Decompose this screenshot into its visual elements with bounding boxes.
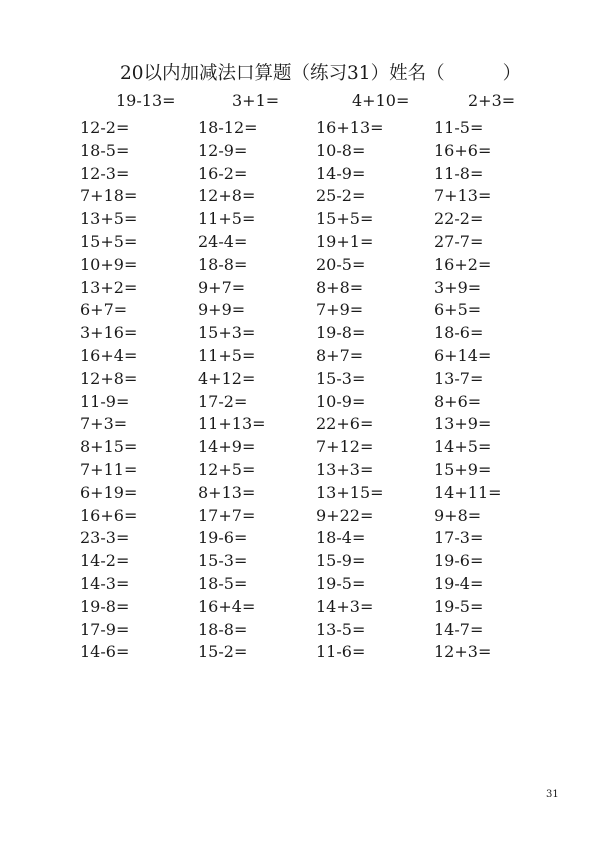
problem-item: 15+3= <box>198 323 256 343</box>
problem-item: 12-2= <box>80 118 130 137</box>
problem-item: 12+8= <box>80 368 138 388</box>
problem-item: 8+7= <box>316 346 364 365</box>
problem-item: 13+5= <box>80 209 138 229</box>
problem-item: 15-2= <box>198 642 248 662</box>
problem-item: 19+1= <box>316 232 374 251</box>
problem-item: 18-6= <box>434 323 484 343</box>
problem-item: 18-5= <box>198 574 248 593</box>
problem-item: 12+8= <box>198 186 256 206</box>
problem-item: 16+6= <box>80 505 138 525</box>
problem-item: 6+7= <box>80 300 128 320</box>
problem-item: 18-12= <box>198 118 258 137</box>
problem-item: 9+22= <box>316 505 374 525</box>
problem-item: 15+5= <box>80 232 138 251</box>
problem-item: 22-2= <box>434 209 484 229</box>
problem-item: 4+12= <box>198 368 256 388</box>
problem-item: 16+4= <box>80 346 138 365</box>
problem-item: 22+6= <box>316 414 374 434</box>
problem-item: 7+11= <box>80 460 138 479</box>
header-problem: 3+1= <box>232 91 280 110</box>
problem-item: 17+7= <box>198 505 256 525</box>
problem-item: 18-8= <box>198 619 248 639</box>
problem-item: 14-2= <box>80 551 130 571</box>
problem-item: 10-8= <box>316 140 366 160</box>
problem-item: 11+13= <box>198 414 266 434</box>
problem-item: 15+9= <box>434 460 492 479</box>
problem-item: 19-8= <box>80 596 130 616</box>
problem-item: 19-6= <box>198 528 248 548</box>
problem-item: 8+8= <box>316 277 364 297</box>
problem-item: 11-5= <box>434 118 484 137</box>
problem-item: 16+13= <box>316 118 384 137</box>
problem-item: 8+6= <box>434 391 482 411</box>
problem-item: 11+5= <box>198 346 256 365</box>
problem-item: 7+9= <box>316 300 364 320</box>
problem-item: 15-3= <box>316 368 366 388</box>
problem-item: 13-7= <box>434 368 484 388</box>
problem-item: 7+12= <box>316 437 374 457</box>
problem-item: 17-3= <box>434 528 484 548</box>
problem-item: 6+14= <box>434 346 492 365</box>
problem-item: 9+7= <box>198 277 246 297</box>
problem-item: 23-3= <box>80 528 130 548</box>
problem-item: 18-4= <box>316 528 366 548</box>
problem-item: 13+9= <box>434 414 492 434</box>
problem-item: 7+18= <box>80 186 138 206</box>
problem-item: 6+5= <box>434 300 482 320</box>
problem-item: 12-9= <box>198 140 248 160</box>
header-problem: 2+3= <box>468 91 516 110</box>
page-number: 31 <box>546 789 559 800</box>
problem-item: 13-5= <box>316 619 366 639</box>
problem-item: 14+3= <box>316 596 374 616</box>
problem-item: 13+3= <box>316 460 374 479</box>
problem-item: 19-5= <box>434 596 484 616</box>
problem-item: 3+16= <box>80 323 138 343</box>
problem-item: 7+13= <box>434 186 492 206</box>
problem-item: 14+9= <box>198 437 256 457</box>
problem-item: 15-3= <box>198 551 248 571</box>
problem-item: 24-4= <box>198 232 248 251</box>
problem-item: 11+5= <box>198 209 256 229</box>
problem-item: 15+5= <box>316 209 374 229</box>
problem-item: 12-3= <box>80 163 130 183</box>
problem-item: 19-5= <box>316 574 366 593</box>
problem-item: 14-7= <box>434 619 484 639</box>
problem-item: 16+2= <box>434 254 492 274</box>
problem-item: 16+4= <box>198 596 256 616</box>
header-problem: 4+10= <box>352 91 410 110</box>
problem-item: 19-8= <box>316 323 366 343</box>
problem-item: 11-9= <box>80 391 130 411</box>
title-close-paren: ） <box>502 63 522 84</box>
problem-item: 7+3= <box>80 414 128 434</box>
problem-item: 10-9= <box>316 391 366 411</box>
problem-item: 18-8= <box>198 254 248 274</box>
problem-item: 16+6= <box>434 140 492 160</box>
problem-item: 12+3= <box>434 642 492 662</box>
problem-item: 14-6= <box>80 642 130 662</box>
problem-item: 25-2= <box>316 186 366 206</box>
problem-item: 17-2= <box>198 391 248 411</box>
problem-item: 6+19= <box>80 482 138 502</box>
problem-item: 14-9= <box>316 163 366 183</box>
problem-item: 11-6= <box>316 642 366 662</box>
problem-item: 9+9= <box>198 300 246 320</box>
problem-item: 14-3= <box>80 574 130 593</box>
problem-item: 11-8= <box>434 163 484 183</box>
problem-item: 8+13= <box>198 482 256 502</box>
problem-item: 13+2= <box>80 277 138 297</box>
title-text: 20以内加减法口算题（练习31）姓名（ <box>120 63 445 84</box>
problem-item: 3+9= <box>434 277 482 297</box>
problem-item: 13+15= <box>316 482 384 502</box>
problem-item: 9+8= <box>434 505 482 525</box>
problem-item: 10+9= <box>80 254 138 274</box>
problem-item: 8+15= <box>80 437 138 457</box>
header-problem: 19-13= <box>116 91 176 110</box>
problem-item: 19-6= <box>434 551 484 571</box>
problem-item: 15-9= <box>316 551 366 571</box>
problem-item: 17-9= <box>80 619 130 639</box>
problem-item: 12+5= <box>198 460 256 479</box>
problem-item: 16-2= <box>198 163 248 183</box>
problem-item: 18-5= <box>80 140 130 160</box>
problem-item: 19-4= <box>434 574 484 593</box>
problem-item: 20-5= <box>316 254 366 274</box>
problem-item: 27-7= <box>434 232 484 251</box>
problem-item: 14+11= <box>434 482 502 502</box>
problem-item: 14+5= <box>434 437 492 457</box>
